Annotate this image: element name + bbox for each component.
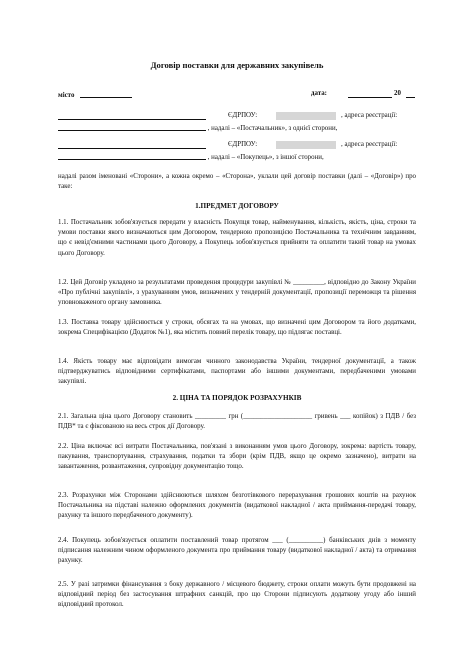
party2-line2 bbox=[58, 152, 324, 161]
place-field[interactable] bbox=[80, 90, 132, 98]
section2-para-2: 2.2. Ціна включає всі витрати Постачальника, пов'язані з виконанням умов цього Договору, зокрема: вартість товару, пакування, транспортування, страхування, податки та збори (крім ПДВ, якщо це окремо зазначено), витрати на завантаження, розвантаження, супровідну документацію тощо. bbox=[58, 443, 416, 471]
party1-address-field[interactable] bbox=[58, 123, 206, 131]
party1-edrpou-redacted bbox=[276, 112, 336, 120]
section1-para-4: 1.4. Якість товару має відповідати вимогам чинного законодавства України, тендерної документації, а також підтверджуватись відповідними сертифікатами, паспортами або іншими документами, передбаченими умовами закупівлі. bbox=[58, 358, 416, 386]
section1-para-3: 1.3. Поставка товару здійснюється у строки, обсягах та на умовах, що визначені цим Договором та його додатками, зокрема Специфікацією (Додаток №1), яка містить повний перелік товару, що підлягає поставці. bbox=[58, 319, 416, 337]
date-field[interactable] bbox=[348, 90, 392, 98]
section2-para-3: 2.3. Розрахунки між Сторонами здійснюються шляхом безготівкового перерахування грошових коштів на рахунок Постачальника на підставі належно оформлених документів (видаткової накладної / акта приймання-передачі товару, рахунку та іншого передбаченого документу). bbox=[58, 492, 416, 520]
party1-edrpou-label: ЄДРПОУ: bbox=[228, 112, 258, 119]
section1-para-1: 1.1. Постачальник зобов'язується передати у власність Покупця товар, найменування, кількість, якість, ціна, строки та умови поставки якого визначаються цим Договором, тендерною пропозицією Постачальника та технічним завданням, що є невід'ємними частинами цього Договору, а Покупець зобов'язується прийняти та оплатити такий товар на умовах цього Договору. bbox=[58, 219, 416, 257]
document-title: Договір поставки для державних закупівель bbox=[150, 60, 324, 70]
party2-edrpou-redacted bbox=[276, 141, 336, 149]
section2-para-4: 2.4. Покупець зобов'язується оплатити поставлений товар протягом ___ (__________) банківських днів з моменту підписання належним чином оформленого документа про приймання товару (видаткової накладної / акта) та отримання рахунку. bbox=[58, 537, 416, 565]
party2-address-field[interactable] bbox=[58, 152, 206, 160]
party2-role: , надалі – «Покупець», з іншої сторони, bbox=[207, 154, 324, 161]
place-date-row bbox=[58, 90, 416, 99]
section2-para-5: 2.5. У разі затримки фінансування з боку державного / місцевого бюджету, строки оплати можуть бути продовжені на відповідний період без застосування штрафних санкцій, про що Сторони підписують додаткову угоду або інший відповідний протокол. bbox=[58, 581, 416, 609]
party2-registration-label: , адреса реєстрації: bbox=[341, 141, 398, 148]
section2-heading: 2. ЦІНА ТА ПОРЯДОК РОЗРАХУНКІВ bbox=[172, 394, 302, 402]
section2-para-1: 2.1. Загальна ціна цього Договору становить _________ грн (____________________ гривень ___ копійок) з ПДВ / без ПДВ* та є фіксованою на весь строк дії Договору. bbox=[58, 413, 416, 431]
year-field[interactable] bbox=[406, 90, 415, 98]
party1-name-field[interactable] bbox=[58, 112, 206, 120]
party1-registration-label: , адреса реєстрації: bbox=[341, 112, 398, 119]
party1-line2 bbox=[58, 123, 337, 132]
party2-edrpou-label: ЄДРПОУ: bbox=[228, 141, 258, 148]
year-prefix: 20 bbox=[394, 90, 401, 97]
place-label: місто bbox=[58, 92, 75, 99]
party2-name-field[interactable] bbox=[58, 141, 206, 149]
date-label: дата: bbox=[311, 90, 327, 97]
section1-para-2: 1.2. Цей Договір укладено за результатами проведення процедури закупівлі № _________, відповідно до Закону України «Про публічні закупівлі», з урахуванням умов, визначених у тендерній документації, пропозиції переможця та рішення уповноваженого органу замовника. bbox=[58, 279, 416, 307]
party1-line1 bbox=[58, 112, 398, 121]
section1-heading: 1.ПРЕДМЕТ ДОГОВОРУ bbox=[195, 202, 279, 210]
party2-line1 bbox=[58, 141, 398, 150]
intro-paragraph: надалі разом іменовані «Сторони», а кожна окремо – «Сторона», уклали цей договір поставки (далі – «Договір») про таке: bbox=[58, 173, 416, 191]
party1-role: , надалі – «Постачальник», з однієї сторони, bbox=[207, 125, 338, 132]
